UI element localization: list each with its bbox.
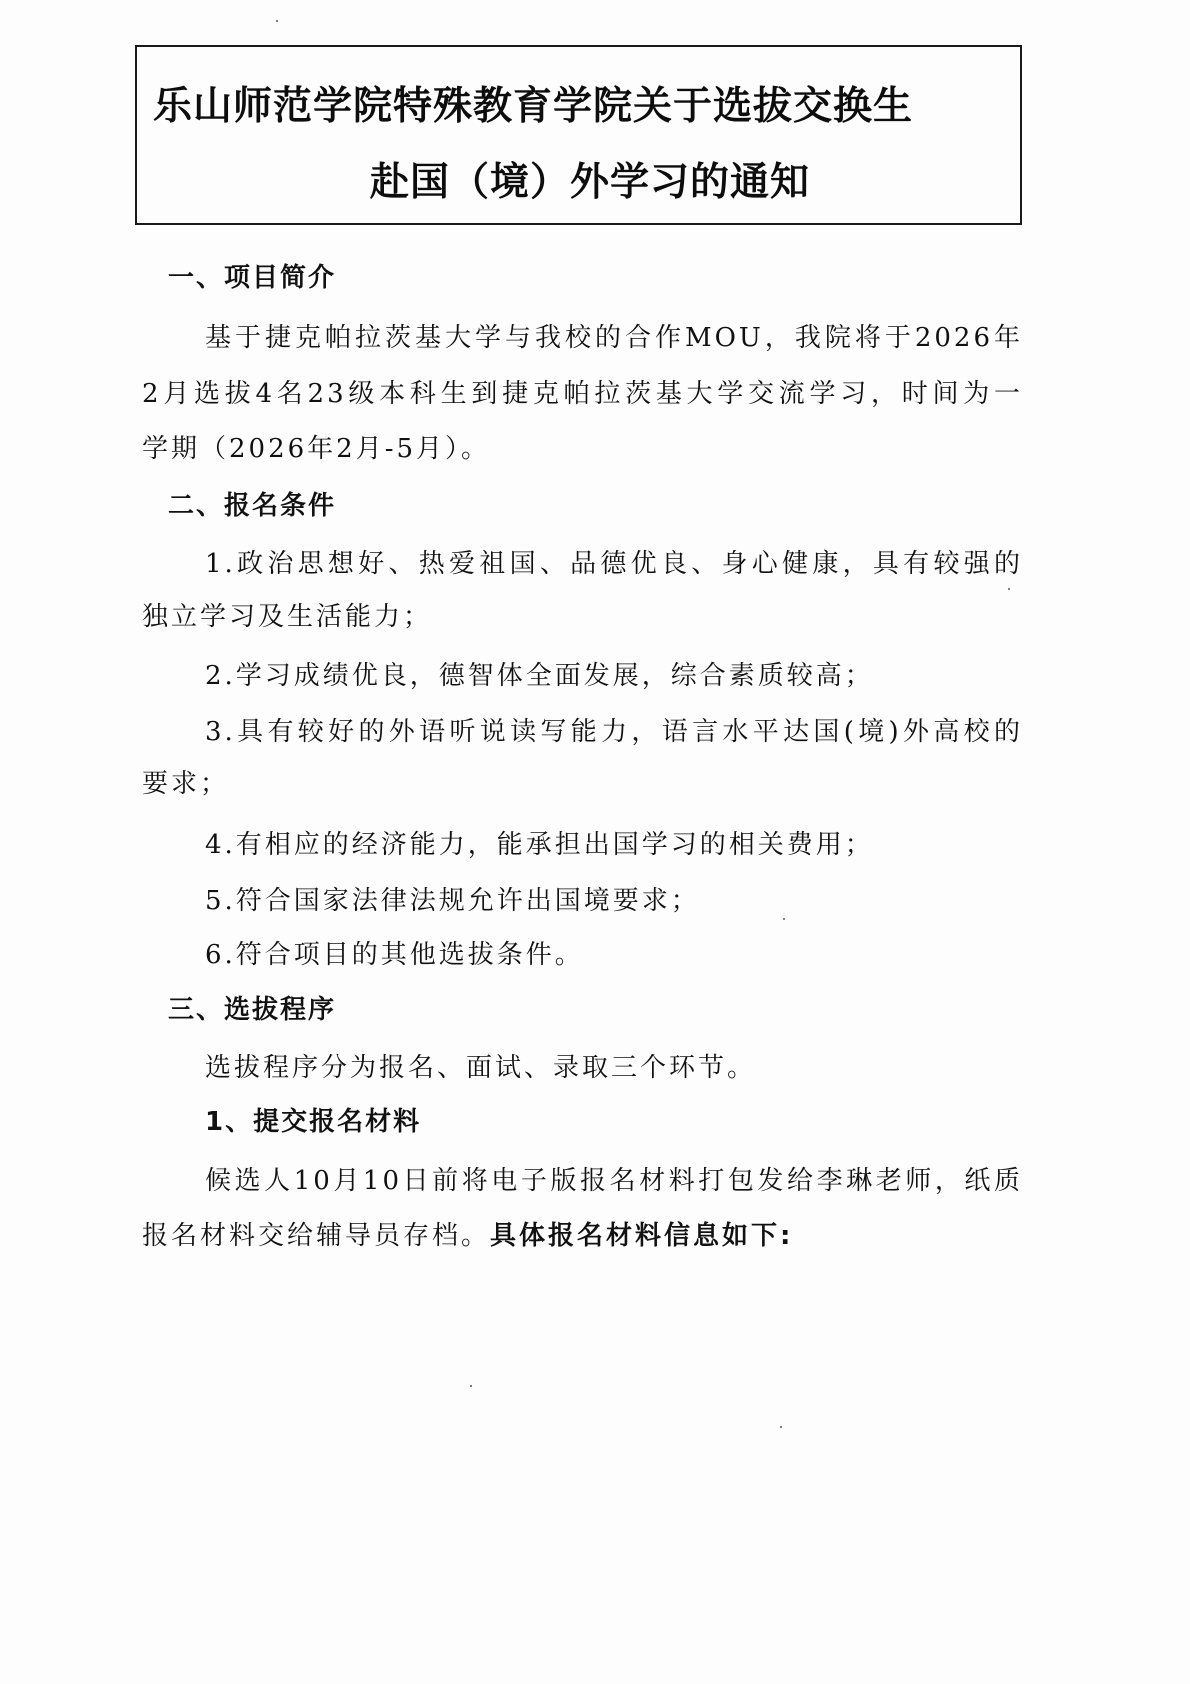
list-item-line: 独立学习及生活能力； — [142, 602, 433, 632]
paragraph-line: 候选人10月10日前将电子版报名材料打包发给李琳老师，纸质 — [205, 1166, 1023, 1194]
paragraph-line: 2月选拔4名23级本科生到捷克帕拉茨基大学交流学习，时间为一 — [142, 379, 1023, 407]
list-item-line: 1.政治思想好、热爱祖国、品德优良、身心健康，具有较强的 — [205, 549, 1023, 577]
paragraph-line: 选拔程序分为报名、面试、录取三个环节。 — [205, 1053, 757, 1083]
scan-speck — [1008, 588, 1010, 590]
paragraph-text-bold: 具体报名材料信息如下: — [490, 1221, 794, 1251]
paragraph-line-mixed — [142, 1215, 793, 1252]
paragraph-text: 报名材料交给辅导员存档。 — [142, 1221, 491, 1251]
scan-speck — [780, 1426, 782, 1428]
document-title-line-2: 赴国（境）外学习的通知 — [370, 160, 811, 205]
scan-speck — [783, 918, 785, 920]
section-heading-eligibility: 二、报名条件 — [168, 491, 337, 521]
list-item-line: 4.有相应的经济能力，能承担出国学习的相关费用； — [205, 830, 874, 860]
list-item-line: 3.具有较好的外语听说读写能力，语言水平达国(境)外高校的 — [205, 717, 1023, 745]
document-title-line-1: 乐山师范学院特殊教育学院关于选拔交换生 — [153, 84, 914, 129]
scan-speck — [470, 1385, 472, 1387]
list-item-line: 要求； — [142, 769, 230, 799]
list-item-line: 5.符合国家法律法规允许出国境要求； — [205, 886, 700, 916]
section-heading-selection-procedure: 三、选拔程序 — [168, 995, 337, 1025]
list-item-line: 2.学习成绩优良，德智体全面发展，综合素质较高； — [205, 661, 874, 691]
section-heading-project-intro: 一、项目简介 — [168, 263, 337, 293]
paragraph-line: 学期（2026年2月-5月）。 — [142, 434, 491, 464]
title-box — [135, 45, 1022, 225]
list-item-line: 6.符合项目的其他选拔条件。 — [205, 940, 584, 970]
scan-speck — [276, 20, 278, 22]
paragraph-line: 基于捷克帕拉茨基大学与我校的合作MOU，我院将于2026年 — [205, 323, 1023, 351]
subsection-heading-submit-materials: 1、提交报名材料 — [205, 1107, 422, 1137]
